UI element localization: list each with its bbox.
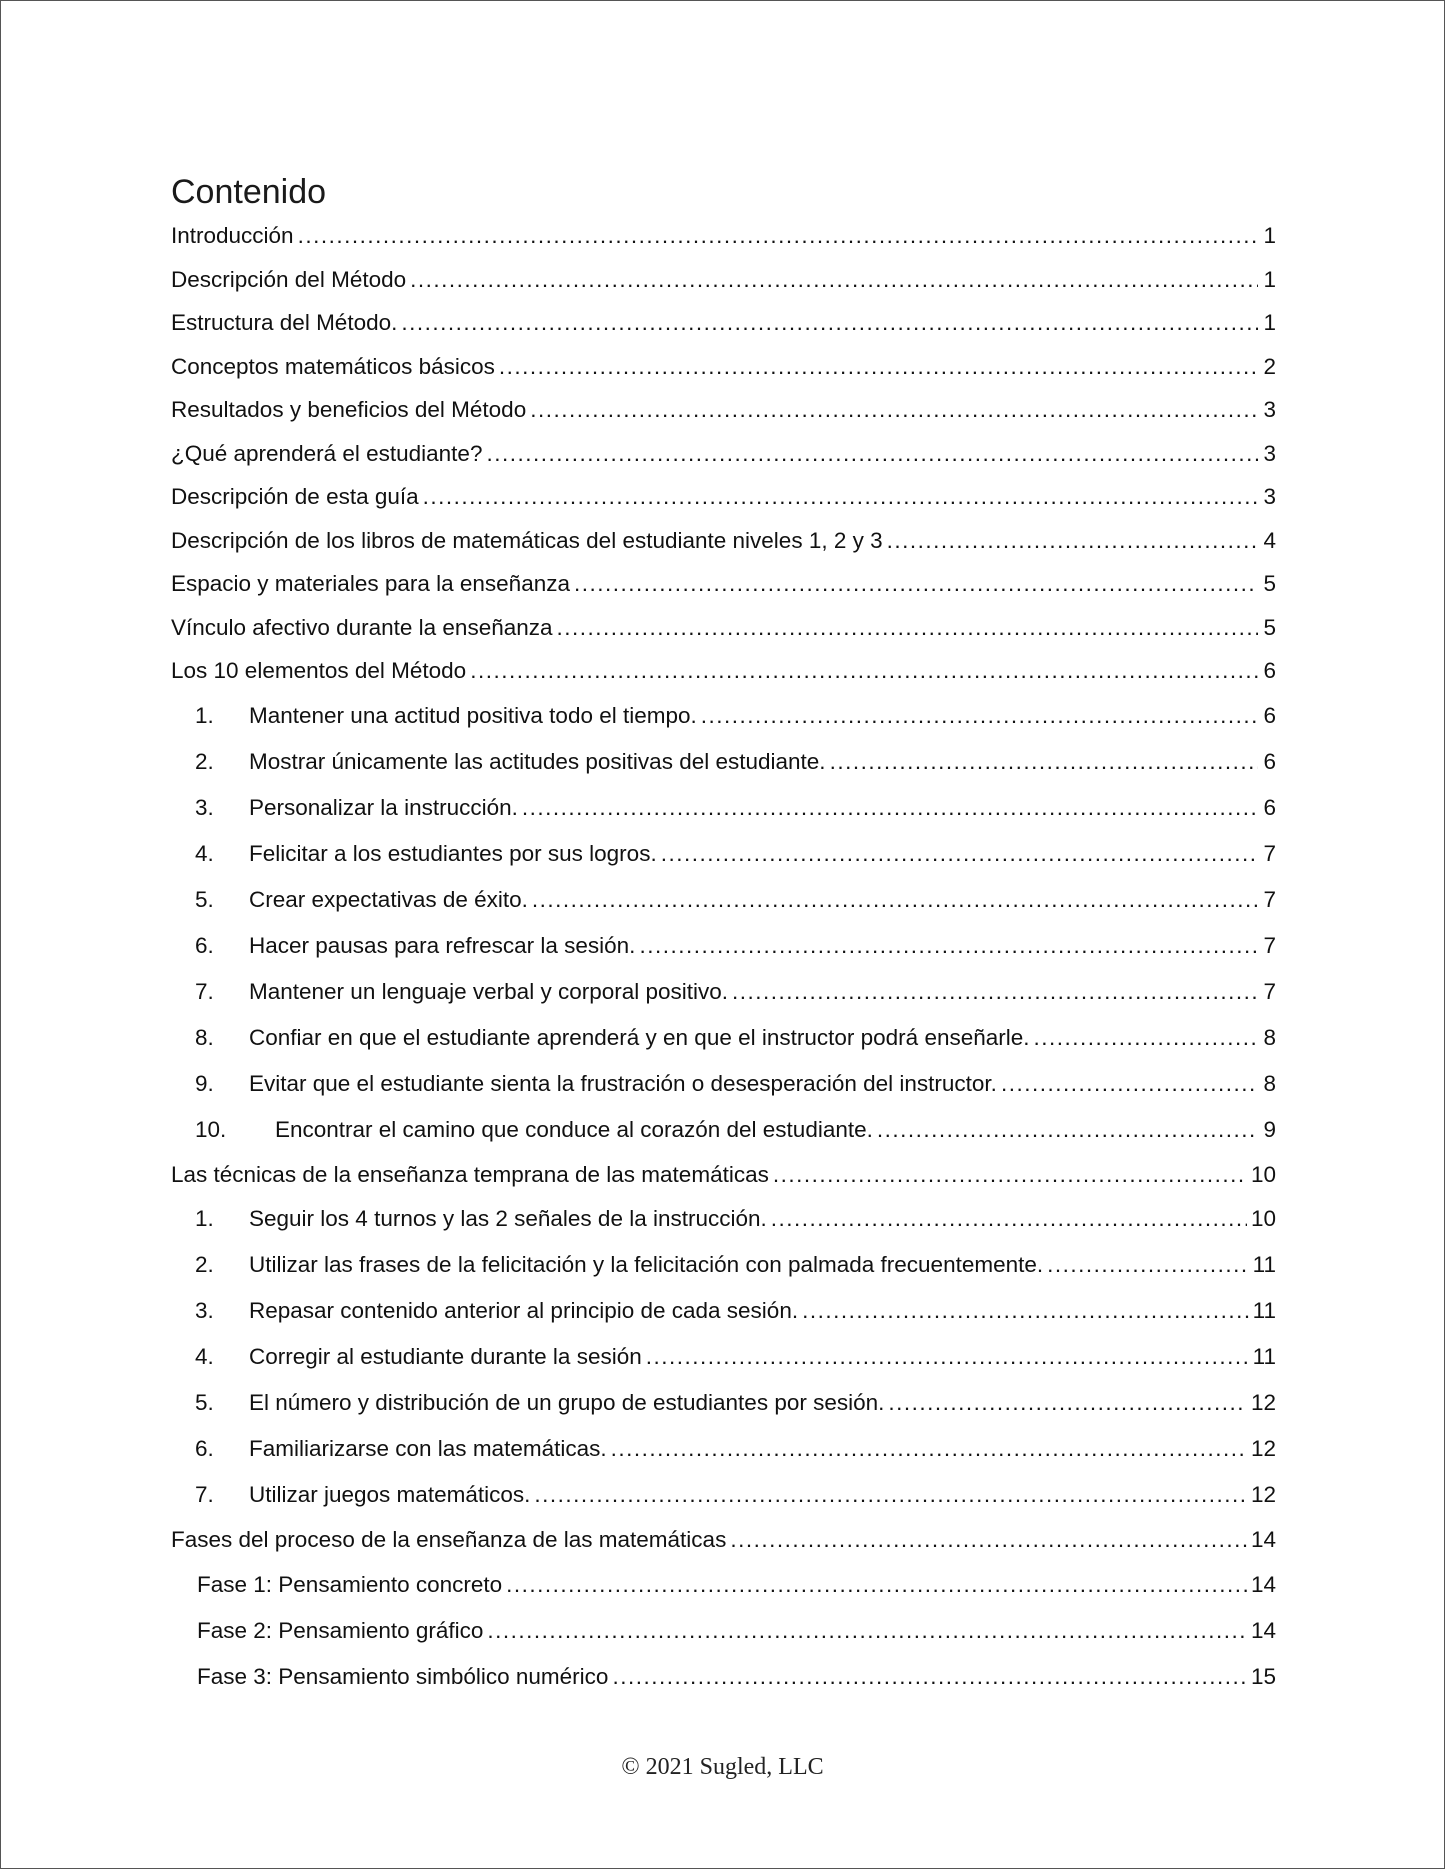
toc-entry[interactable]: [171, 1380, 1276, 1426]
toc-entry[interactable]: [171, 1608, 1276, 1654]
toc-entry-number: 6.: [195, 1436, 214, 1461]
toc-entry-title: Las técnicas de la enseñanza temprana de las matemáticas: [171, 1161, 769, 1187]
toc-entry-title: Fases del proceso de la enseñanza de las matemáticas: [171, 1527, 727, 1552]
toc-entry[interactable]: [171, 562, 1276, 606]
toc-page-number: 8: [1263, 1070, 1276, 1096]
toc-dot-leader: [611, 1426, 1247, 1472]
toc-entry-title: Resultados y beneficios del Método: [171, 397, 527, 422]
toc-page-number: 3: [1263, 440, 1276, 466]
toc-page-number: 6: [1263, 702, 1276, 728]
toc-dot-leader: [487, 1608, 1247, 1654]
toc-entries: [171, 214, 1276, 1700]
toc-entry[interactable]: [171, 1426, 1276, 1472]
page-footer: © 2021 Sugled, LLC: [621, 1754, 824, 1780]
toc-dot-leader: [574, 562, 1258, 606]
toc-page-number: 15: [1250, 1663, 1276, 1689]
toc-page-number: 11: [1252, 1344, 1276, 1369]
toc-entry[interactable]: [171, 739, 1276, 785]
toc-page-number: 12: [1250, 1390, 1276, 1415]
toc-entry[interactable]: [171, 432, 1276, 476]
toc-entry-number: 8.: [195, 1024, 214, 1050]
toc-entry-title: Repasar contenido anterior al principio de cada sesión.: [249, 1298, 799, 1323]
toc-entry-title: Descripción de los libros de matemáticas del estudiante niveles 1, 2 y 3: [171, 527, 883, 553]
toc-entry-number: 10.: [195, 1116, 227, 1142]
toc-page-number: 7: [1263, 932, 1276, 958]
toc-entry-number: 9.: [195, 1070, 214, 1096]
toc-page-number: 5: [1263, 614, 1276, 640]
toc-entry-title: Fase 3: Pensamiento simbólico numérico: [197, 1663, 609, 1689]
toc-entry-title: Felicitar a los estudiantes por sus logros.: [249, 840, 657, 866]
toc-dot-leader: [646, 1334, 1249, 1380]
table-of-contents: [171, 170, 1276, 1700]
toc-page-number: 5: [1263, 571, 1276, 596]
toc-page-number: 9: [1263, 1116, 1276, 1142]
toc-entry-title: ¿Qué aprenderá el estudiante?: [171, 440, 483, 466]
toc-entry[interactable]: [171, 1472, 1276, 1518]
toc-entry-number: 1.: [195, 1206, 214, 1231]
toc-entry-title: Introducción: [171, 223, 294, 248]
toc-entry[interactable]: [171, 1153, 1276, 1197]
toc-entry-title: Los 10 elementos del Método: [171, 658, 467, 683]
toc-entry-title: Familiarizarse con las matemáticas.: [249, 1436, 607, 1461]
toc-entry[interactable]: [171, 877, 1276, 923]
toc-dot-leader: [639, 923, 1258, 969]
toc-entry-title: Fase 1: Pensamiento concreto: [197, 1571, 503, 1597]
toc-dot-leader: [888, 1380, 1247, 1426]
toc-entry-number: 3.: [195, 1298, 214, 1323]
toc-page-number: 14: [1250, 1527, 1276, 1552]
toc-dot-leader: [771, 1196, 1247, 1242]
toc-dot-leader: [499, 345, 1258, 389]
toc-entry-title: Estructura del Método.: [171, 310, 398, 335]
toc-entry-title: Confiar en que el estudiante aprenderá y en que el instructor podrá enseñarle.: [249, 1024, 1030, 1050]
toc-page-number: 6: [1263, 794, 1276, 820]
toc-entry[interactable]: [171, 345, 1276, 389]
toc-page-number: 7: [1263, 978, 1276, 1004]
toc-entry[interactable]: [171, 1107, 1276, 1153]
toc-dot-leader: [732, 969, 1258, 1015]
toc-entry-number: 1.: [195, 702, 214, 728]
toc-dot-leader: [298, 214, 1258, 258]
toc-dot-leader: [830, 739, 1258, 785]
toc-dot-leader: [612, 1654, 1247, 1700]
toc-entry-title: Espacio y materiales para la enseñanza: [171, 571, 570, 596]
toc-entry-title: Seguir los 4 turnos y las 2 señales de la instrucción.: [249, 1206, 767, 1231]
toc-entry-number: 4.: [195, 840, 214, 866]
toc-entry[interactable]: [171, 1518, 1276, 1562]
toc-title: Contenido: [171, 173, 327, 211]
toc-entry[interactable]: [171, 785, 1276, 831]
toc-entry[interactable]: [171, 258, 1276, 302]
toc-entry-title: Conceptos matemáticos básicos: [171, 353, 495, 379]
toc-entry[interactable]: [171, 1242, 1276, 1288]
toc-dot-leader: [470, 649, 1258, 693]
toc-page-number: 7: [1263, 886, 1276, 912]
toc-entry-number: 5.: [195, 886, 214, 912]
toc-page-number: 11: [1252, 1298, 1276, 1323]
toc-entry-number: 5.: [195, 1390, 214, 1415]
toc-page-number: 10: [1250, 1161, 1276, 1187]
toc-entry[interactable]: [171, 1288, 1276, 1334]
toc-entry[interactable]: [171, 649, 1276, 693]
toc-page-number: 14: [1250, 1571, 1276, 1597]
toc-dot-leader: [410, 258, 1258, 302]
toc-entry[interactable]: [171, 1334, 1276, 1380]
toc-entry-title: Vínculo afectivo durante la enseñanza: [171, 614, 553, 640]
toc-dot-leader: [532, 877, 1258, 923]
toc-page-number: 12: [1250, 1482, 1276, 1507]
toc-dot-leader: [423, 475, 1258, 519]
toc-dot-leader: [773, 1153, 1247, 1197]
toc-page-number: 8: [1263, 1024, 1276, 1050]
toc-entry-title: Hacer pausas para refrescar la sesión.: [249, 932, 636, 958]
toc-entry-title: Mantener una actitud positiva todo el tiempo.: [249, 702, 697, 728]
toc-entry-title: Crear expectativas de éxito.: [249, 886, 528, 912]
toc-dot-leader: [1047, 1242, 1249, 1288]
toc-entry[interactable]: [171, 1562, 1276, 1608]
toc-entry[interactable]: [171, 1061, 1276, 1107]
toc-entry-number: 4.: [195, 1344, 214, 1369]
toc-entry[interactable]: [171, 693, 1276, 739]
toc-page-number: 6: [1263, 658, 1276, 683]
toc-page-number: 1: [1263, 310, 1276, 335]
toc-entry[interactable]: [171, 923, 1276, 969]
toc-dot-leader: [730, 1518, 1247, 1562]
toc-entry-title: Utilizar las frases de la felicitación y la felicitación con palmada frecuentemente.: [249, 1252, 1044, 1277]
toc-dot-leader: [486, 432, 1258, 476]
toc-entry[interactable]: [171, 1654, 1276, 1700]
toc-entry[interactable]: [171, 1015, 1276, 1061]
toc-entry-number: 2.: [195, 1252, 214, 1277]
toc-page-number: 3: [1263, 484, 1276, 509]
toc-dot-leader: [1001, 1061, 1258, 1107]
toc-page-number: 3: [1263, 397, 1276, 422]
toc-entry[interactable]: [171, 831, 1276, 877]
toc-dot-leader: [506, 1562, 1247, 1608]
toc-page-number: 11: [1252, 1252, 1276, 1277]
toc-entry-title: Fase 2: Pensamiento gráfico: [197, 1617, 484, 1643]
toc-page-number: 1: [1263, 223, 1276, 248]
toc-entry-title: Encontrar el camino que conduce al corazón del estudiante.: [275, 1116, 873, 1142]
toc-page-number: 7: [1263, 840, 1276, 866]
toc-page-number: 4: [1263, 527, 1276, 553]
toc-page-number: 10: [1250, 1206, 1276, 1231]
toc-entry-title: El número y distribución de un grupo de estudiantes por sesión.: [249, 1390, 885, 1415]
toc-dot-leader: [802, 1288, 1249, 1334]
toc-entry[interactable]: [171, 388, 1276, 432]
toc-entry[interactable]: [171, 214, 1276, 258]
toc-page-number: 12: [1250, 1436, 1276, 1461]
toc-entry-number: 2.: [195, 748, 214, 774]
toc-dot-leader: [401, 301, 1258, 345]
toc-entry-title: Descripción de esta guía: [171, 484, 419, 509]
toc-dot-leader: [877, 1107, 1258, 1153]
toc-entry[interactable]: [171, 606, 1276, 650]
toc-dot-leader: [887, 519, 1258, 563]
toc-dot-leader: [557, 606, 1258, 650]
toc-entry-title: Utilizar juegos matemáticos.: [249, 1482, 531, 1507]
toc-dot-leader: [530, 388, 1258, 432]
toc-dot-leader: [661, 831, 1258, 877]
toc-entry[interactable]: [171, 475, 1276, 519]
toc-page-number: 14: [1250, 1617, 1276, 1643]
toc-entry-number: 7.: [195, 1482, 214, 1507]
toc-dot-leader: [522, 785, 1258, 831]
toc-entry-title: Mantener un lenguaje verbal y corporal positivo.: [249, 978, 729, 1004]
toc-entry-title: Mostrar únicamente las actitudes positivas del estudiante.: [249, 748, 826, 774]
toc-entry-title: Evitar que el estudiante sienta la frustración o desesperación del instructor.: [249, 1070, 997, 1096]
toc-dot-leader: [534, 1472, 1247, 1518]
toc-entry-title: Corregir al estudiante durante la sesión: [249, 1344, 642, 1369]
toc-entry[interactable]: [171, 301, 1276, 345]
toc-page-number: 1: [1263, 266, 1276, 292]
toc-dot-leader: [1034, 1015, 1258, 1061]
toc-entry[interactable]: [171, 969, 1276, 1015]
toc-entry[interactable]: [171, 519, 1276, 563]
toc-dot-leader: [701, 693, 1258, 739]
toc-page-number: 2: [1263, 353, 1276, 379]
toc-entry[interactable]: [171, 1196, 1276, 1242]
toc-entry-number: 3.: [195, 794, 214, 820]
toc-entry-number: 6.: [195, 932, 214, 958]
toc-page-number: 6: [1263, 748, 1276, 774]
toc-entry-number: 7.: [195, 978, 214, 1004]
toc-entry-title: Descripción del Método: [171, 266, 407, 292]
toc-entry-title: Personalizar la instrucción.: [249, 794, 518, 820]
